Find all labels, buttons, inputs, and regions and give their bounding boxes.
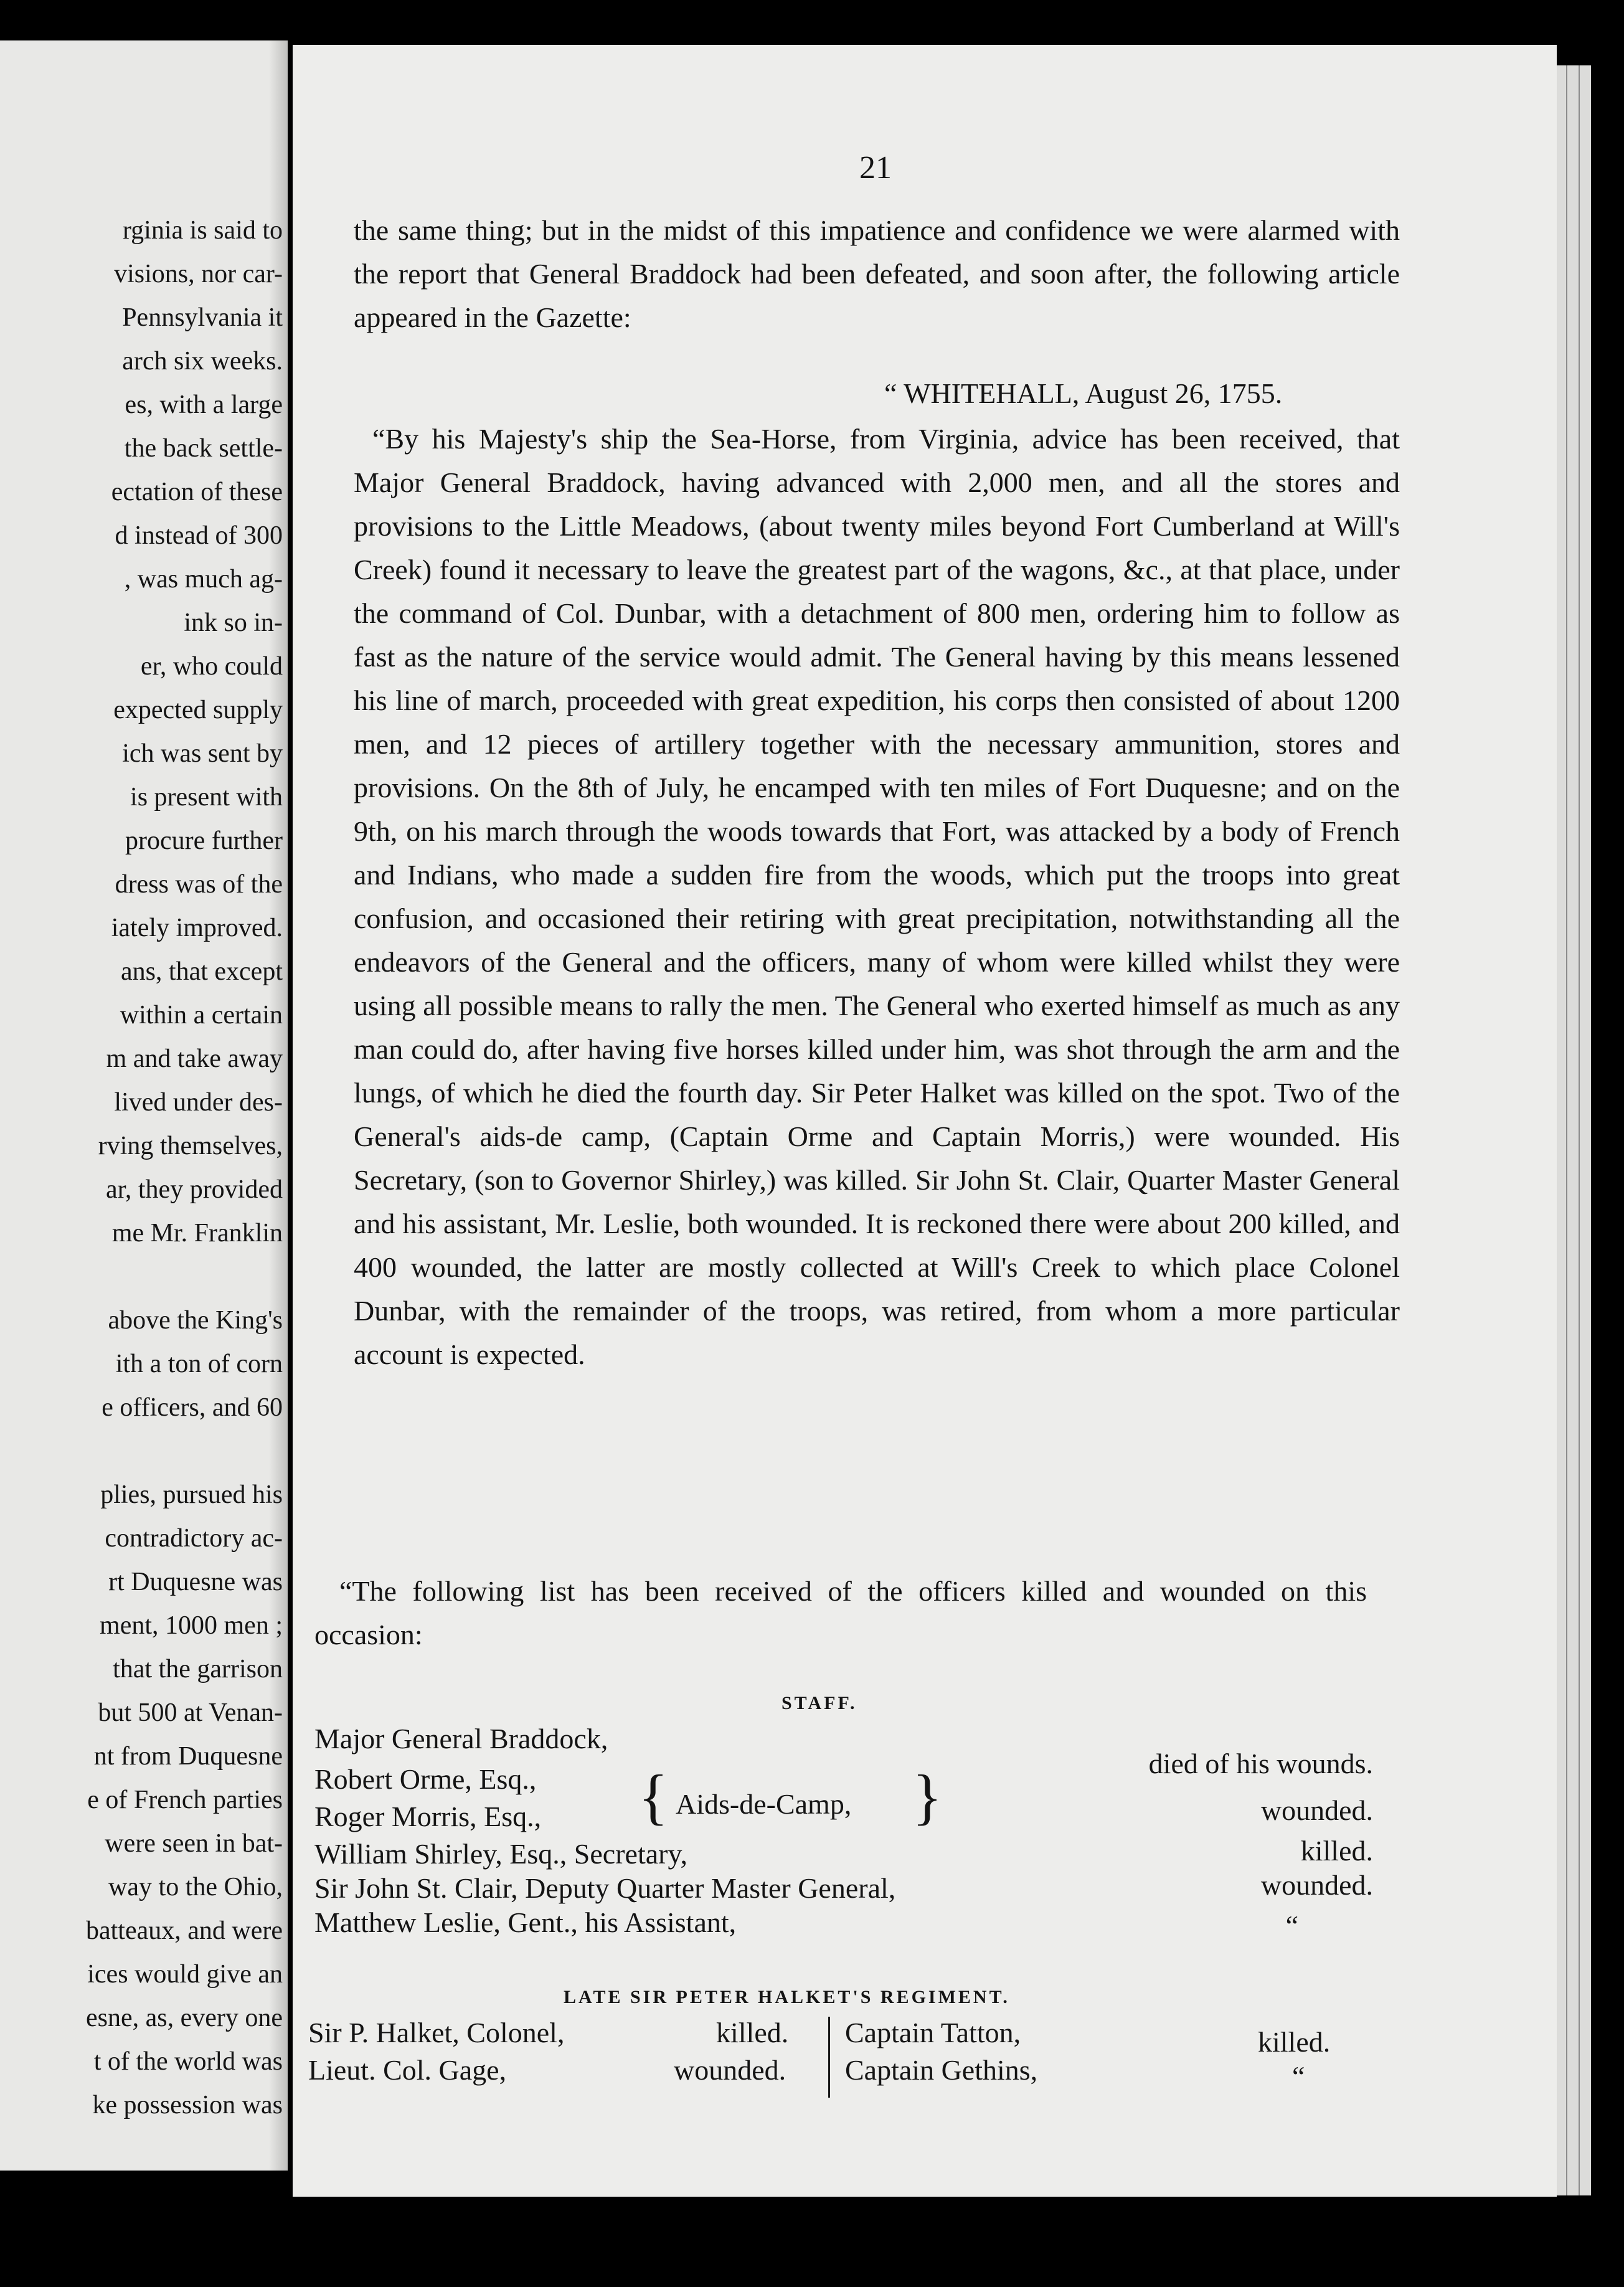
regiment-name: Captain Gethins, [845, 2054, 1038, 2086]
regiment-heading: LATE SIR PETER HALKET'S REGIMENT. [564, 1987, 1010, 2007]
intro-paragraph: the same thing; but in the midst of this impatience and confidence we were alarmed with the report that General Braddock had been defeated, and soon after, the following article appeared in the Gazette: [354, 214, 1400, 333]
staff-status: “ [1285, 1910, 1298, 1941]
staff-name: Robert Orme, Esq., [314, 1763, 537, 1795]
left-page-line: but 500 at Venan- [98, 1698, 283, 1727]
left-page-line: ans, that except [120, 957, 283, 986]
left-page-line: m and take away [106, 1044, 283, 1073]
left-page-line: rt Duquesne was [108, 1568, 283, 1596]
left-page-line: e of French parties [87, 1786, 283, 1814]
left-page-line: er, who could [140, 652, 283, 681]
left-page-line: es, with a large [125, 391, 283, 419]
regiment-name: Sir P. Halket, Colonel, [308, 2017, 565, 2048]
page-number: 21 [859, 150, 892, 186]
left-page-line: that the garrison [113, 1655, 283, 1683]
left-page-line: within a certain [120, 1001, 283, 1030]
left-page-line: plies, pursued his [100, 1480, 283, 1509]
left-page-line: ment, 1000 men ; [100, 1611, 283, 1640]
left-page-line: expected supply [113, 696, 283, 724]
left-page-line: way to the Ohio, [108, 1873, 283, 1901]
left-page-line: ith a ton of corn [115, 1350, 283, 1378]
left-page-line: nt from Duquesne [93, 1742, 283, 1771]
left-page-line: esne, as, every one [85, 2004, 283, 2032]
left-page-line: ke possession was [92, 2091, 283, 2119]
staff-status: wounded. [1260, 1794, 1373, 1826]
regiment-status: killed. [716, 2017, 789, 2048]
staff-status: wounded. [1260, 1869, 1373, 1901]
left-page-line: procure further [125, 826, 283, 855]
staff-name: Major General Braddock, [314, 1723, 608, 1754]
left-page-line: ich was sent by [122, 739, 283, 768]
left-page-line: were seen in bat- [105, 1829, 283, 1858]
staff-status: died of his wounds. [1148, 1748, 1373, 1779]
left-page-line: the back settle- [124, 434, 283, 463]
left-brace: { [638, 1762, 668, 1831]
left-page-line: ices would give an [87, 1960, 283, 1989]
staff-name: William Shirley, Esq., Secretary, [314, 1838, 687, 1870]
aids-de-camp-label: Aids-de-Camp, [676, 1788, 852, 1820]
column-divider [828, 2017, 830, 2098]
left-page-line: dress was of the [115, 870, 283, 899]
gazette-dateline: “ WHITEHALL, August 26, 1755. [884, 377, 1283, 409]
left-page-line: t of the world was [93, 2047, 283, 2076]
left-page-line: contradictory ac- [105, 1524, 283, 1553]
left-page-line: iately improved. [111, 914, 283, 942]
left-page-line: Pennsylvania it [122, 303, 283, 332]
staff-row [314, 1837, 1373, 1875]
left-page-line: visions, nor car- [114, 260, 283, 288]
right-brace: } [912, 1762, 942, 1831]
regiment-status: “ [1292, 2060, 1305, 2092]
regiment-name: Captain Tatton, [845, 2017, 1021, 2048]
left-page-line: rginia is said to [122, 216, 283, 245]
left-facing-page [0, 40, 288, 2171]
left-page-line: d instead of 300 [115, 521, 283, 550]
regiment-status: wounded. [674, 2054, 786, 2086]
left-page-line: ink so in- [184, 608, 283, 637]
left-page-line: ectation of these [111, 478, 283, 506]
staff-row [314, 1906, 1373, 1943]
left-page-line: is present with [130, 783, 283, 812]
left-page-line: lived under des- [114, 1088, 283, 1117]
left-page-line: batteaux, and were [85, 1916, 283, 1945]
regiment-status: killed. [1258, 2026, 1331, 2058]
left-page-line: e officers, and 60 [102, 1393, 283, 1422]
staff-status: killed. [1300, 1835, 1373, 1867]
list-intro-paragraph: “The following list has been received of the officers killed and wounded on this occasion: [314, 1575, 1367, 1650]
gazette-article: “By his Majesty's ship the Sea-Horse, from Virginia, advice has been received, that Major General Braddock, having advanced with 2,000 men, and all the stores and provisions to the Little Meadows, (about twenty miles beyond Fort Cumberland at Will's Creek) found it necessary to leave the greatest part of the wagons, &c., at that place, under the command of Col. Dunbar, with a detachment of 800 men, ordering him to follow as fast as the nature of the service would admit. The General having by this means lessened his line of march, proceeded with great expedition, his corps then consisted of about 1200 men, and 12 pieces of artillery together with the necessary ammunition, stores and provisions. On the 8th of July, he encamped with ten miles of Fort Duquesne; and on the 9th, on his march through the woods towards that Fort, was attacked by a body of French and Indians, who made a sudden fire from the woods, which put the troops into great confusion, and occasioned their retiring with great precipitation, notwithstanding all the endeavors of the General and the officers, many of whom were killed whilst they were using all possible means to rally the men. The General who exerted himself as much as any man could do, after having five horses killed under him, was shot through the arm and the lungs, of which he died the fourth day. Sir Peter Halket was killed on the spot. Two of the General's aids-de camp, (Captain Orme and Captain Morris,) were wounded. His Secretary, (son to Governor Shirley,) was killed. Sir John St. Clair, Quarter Master General and his assistant, Mr. Leslie, both wounded. It is reckoned there were about 200 killed, and 400 wounded, the latter are mostly collected at Will's Creek to which place Colonel Dunbar, with the remainder of the troops, was retired, from whom a more particular account is expected. [354, 423, 1400, 1370]
left-page-line: above the King's [108, 1306, 283, 1335]
staff-name: Matthew Leslie, Gent., his Assistant, [314, 1906, 737, 1938]
left-page-line: me Mr. Franklin [111, 1219, 283, 1248]
staff-name: Sir John St. Clair, Deputy Quarter Master General, [314, 1872, 896, 1904]
staff-heading: STAFF. [781, 1693, 857, 1713]
staff-row [314, 1869, 1373, 1909]
left-page-line: , was much ag- [124, 565, 283, 594]
regiment-name: Lieut. Col. Gage, [308, 2054, 507, 2086]
staff-name: Roger Morris, Esq., [314, 1801, 542, 1832]
page-edge-2 [1566, 65, 1580, 2195]
left-page-line: arch six weeks. [122, 347, 283, 376]
left-page-line: ar, they provided [105, 1175, 283, 1204]
left-page-line: rving themselves, [98, 1132, 283, 1160]
page-edge-3 [1579, 65, 1591, 2195]
